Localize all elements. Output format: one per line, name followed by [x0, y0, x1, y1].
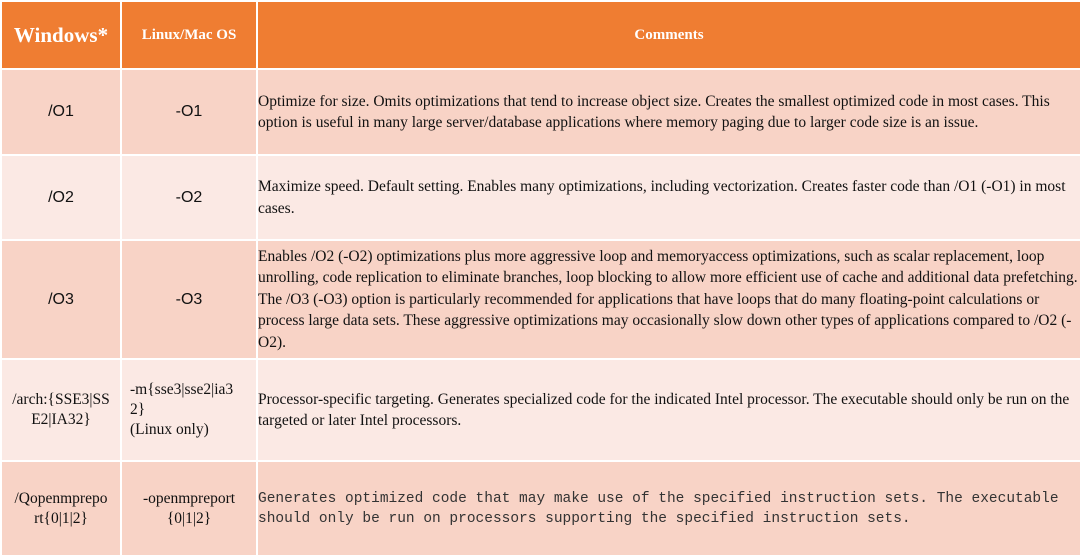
comment-cell: Generates optimized code that may make use of the specified instruction sets. The executable should only be run on processors supporting the specified instruction sets. [257, 461, 1080, 556]
linux-option-cell [121, 461, 257, 556]
windows-option-text: /arch:{SSE3|SSE2|IA32} [12, 391, 110, 428]
comment-cell: Enables /O2 (-O2) optimizations plus more aggressive loop and memoryaccess optimizations, such as scalar replacement, loop unrolling, code replication to eliminate branches, loop blocking to allow more efficient use of cache and additional data prefetching. The /O3 (-O3) option is particularly recommended for applications that have loops that do many floating-point calculations or process large data sets. These aggressive optimizations may occasionally slow down other types of applications compared to /O2 (-O2). [257, 240, 1080, 359]
linux-option-text: -m{sse3|sse2|ia32} [130, 381, 234, 418]
comment-cell: Maximize speed. Default setting. Enables many optimizations, including vectorization. Creates faster code than /O1 (-O1) in most cases. [257, 155, 1080, 240]
table-row [1, 461, 1080, 556]
linux-option-cell: -O3 [121, 240, 257, 359]
header-windows: Windows* [1, 1, 121, 69]
table-row [1, 155, 1080, 240]
table-row [1, 359, 1080, 461]
comment-cell: Processor-specific targeting. Generates specialized code for the indicated Intel processor. The executable should only be run on the targeted or later Intel processors. [257, 359, 1080, 461]
linux-option-cell: -O1 [121, 69, 257, 155]
windows-option-cell: /O2 [1, 155, 121, 240]
windows-option-cell [1, 359, 121, 461]
windows-option-cell [1, 461, 121, 556]
windows-option-cell: /O3 [1, 240, 121, 359]
linux-option-cell [121, 359, 257, 461]
header-row [1, 1, 1080, 69]
header-comments: Comments [257, 1, 1080, 69]
header-linux-mac: Linux/Mac OS [121, 1, 257, 69]
table-row [1, 240, 1080, 359]
table-row [1, 69, 1080, 155]
linux-only-note: (Linux only) [130, 421, 209, 438]
linux-option-text: -openmpreport{0|1|2} [142, 489, 236, 527]
windows-option-text: /Qopenmpreport{0|1|2} [14, 489, 108, 527]
linux-option-cell: -O2 [121, 155, 257, 240]
windows-option-cell: /O1 [1, 69, 121, 155]
comment-cell: Optimize for size. Omits optimizations that tend to increase object size. Creates the smallest optimized code in most cases. This option is useful in many large server/database applications where memory paging due to larger code size is an issue. [257, 69, 1080, 155]
